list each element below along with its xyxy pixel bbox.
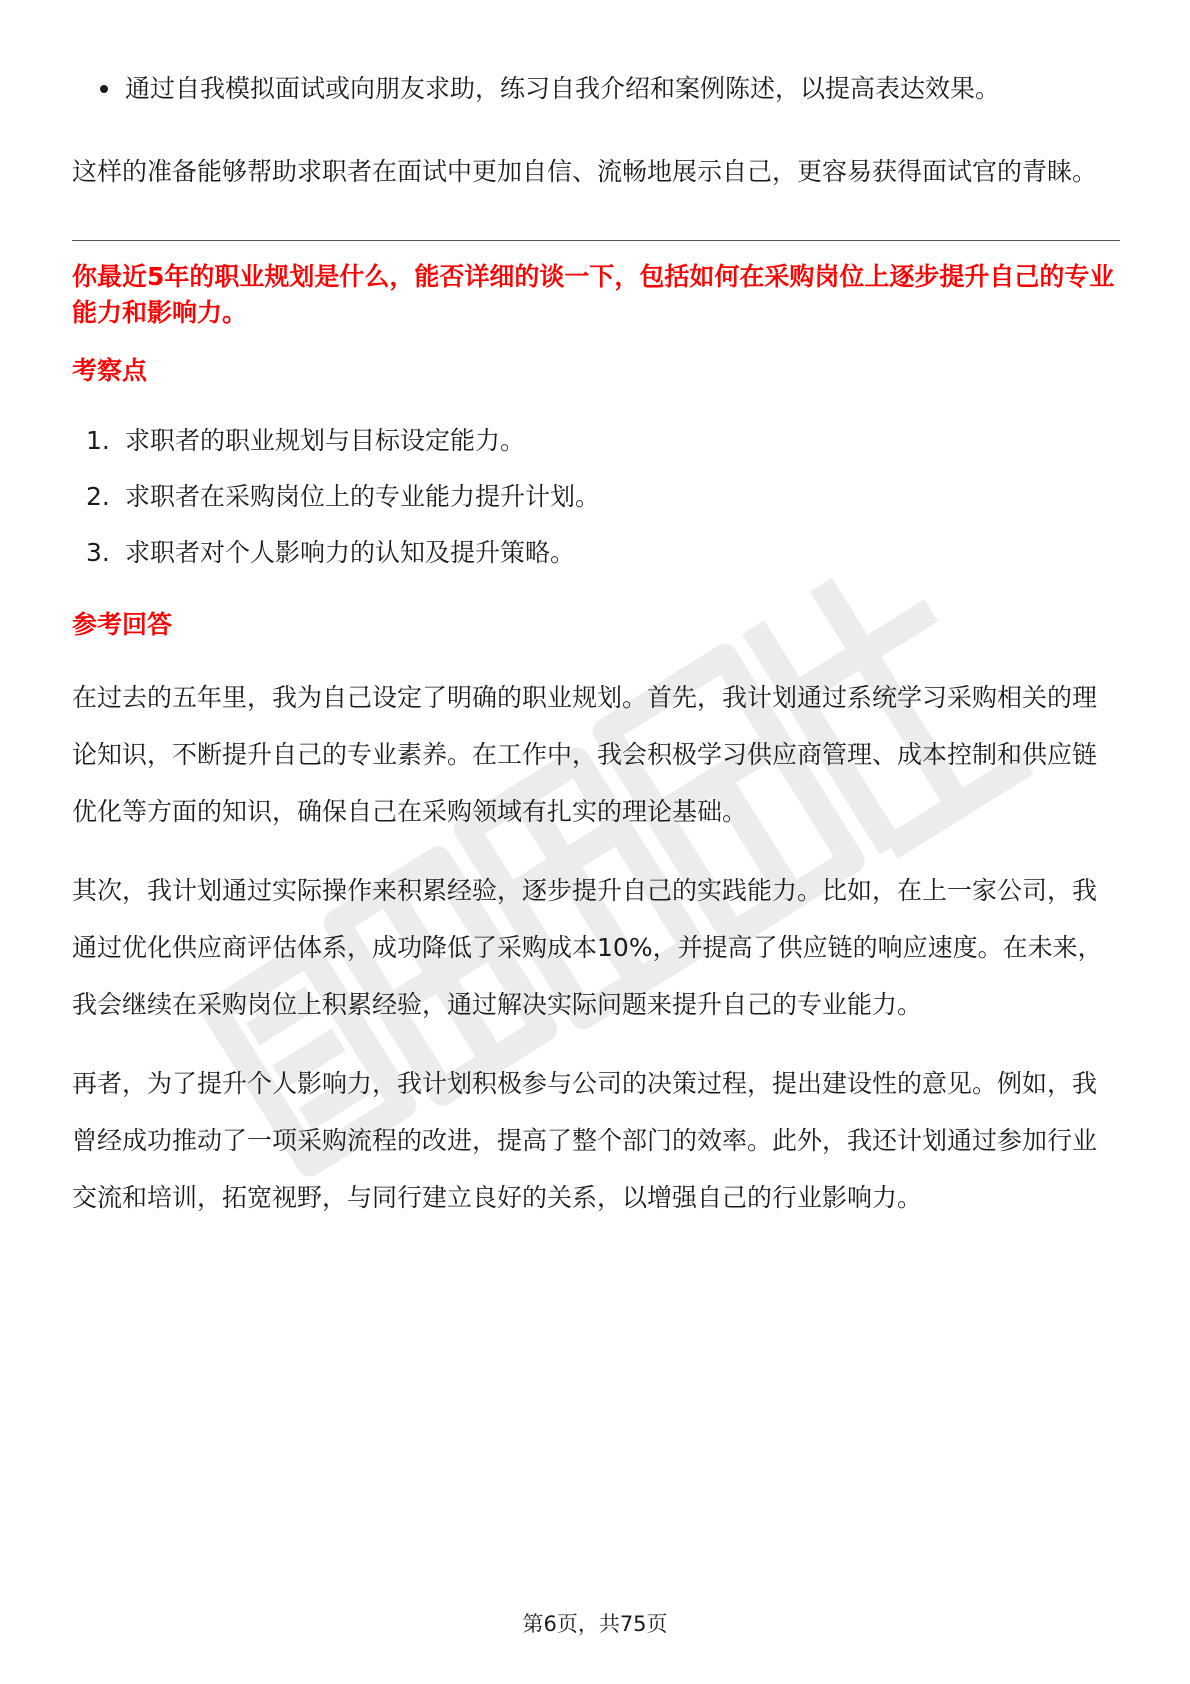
list-item [72,60,1120,117]
list-item [72,525,1120,581]
list-number: 1. [86,426,110,455]
answer-paragraph: 其次，我计划通过实际操作来积累经验，逐步提升自己的实践能力。比如，在上一家公司，我通过优化供应商评估体系，成功降低了采购成本10%，并提高了供应链的响应速度。在未来，我会继续在采购岗位上积累经验，通过解决实际问题来提升自己的专业能力。 [72,876,1103,1019]
answer-heading: 参考回答 [72,610,173,639]
point-text: 求职者在采购岗位上的专业能力提升计划。 [125,482,601,511]
point-text: 求职者的职业规划与目标设定能力。 [125,426,526,455]
list-number: 3. [86,538,110,567]
list-item [72,413,1120,469]
section-divider [72,240,1120,241]
point-text: 求职者对个人影响力的认知及提升策略。 [125,538,576,567]
bullet-icon [100,85,108,93]
points-heading: 考察点 [72,356,148,385]
page-footer: 第6页，共75页 [522,1612,668,1636]
list-item [72,469,1120,525]
closing-paragraph: 这样的准备能够帮助求职者在面试中更加自信、流畅地展示自己，更容易获得面试官的青睐。 [72,157,1098,186]
page-content [72,60,1120,1226]
interview-question: 你最近5年的职业规划是什么，能否详细的谈一下，包括如何在采购岗位上逐步提升自己的专业能力和影响力。 [72,262,1115,327]
list-number: 2. [86,482,110,511]
answer-paragraph: 在过去的五年里，我为自己设定了明确的职业规划。首先，我计划通过系统学习采购相关的理论知识，不断提升自己的专业素养。在工作中，我会积极学习供应商管理、成本控制和供应链优化等方面的知识，确保自己在采购领域有扎实的理论基础。 [72,683,1098,826]
answer-paragraph: 再者，为了提升个人影响力，我计划积极参与公司的决策过程，提出建设性的意见。例如，我曾经成功推动了一项采购流程的改进，提高了整个部门的效率。此外，我还计划通过参加行业交流和培训，拓宽视野，与同行建立良好的关系，以增强自己的行业影响力。 [72,1069,1098,1212]
bullet-text: 通过自我模拟面试或向朋友求助，练习自我介绍和案例陈述，以提高表达效果。 [125,74,1001,103]
points-list [72,413,1120,581]
tips-bullet-list [72,60,1120,117]
